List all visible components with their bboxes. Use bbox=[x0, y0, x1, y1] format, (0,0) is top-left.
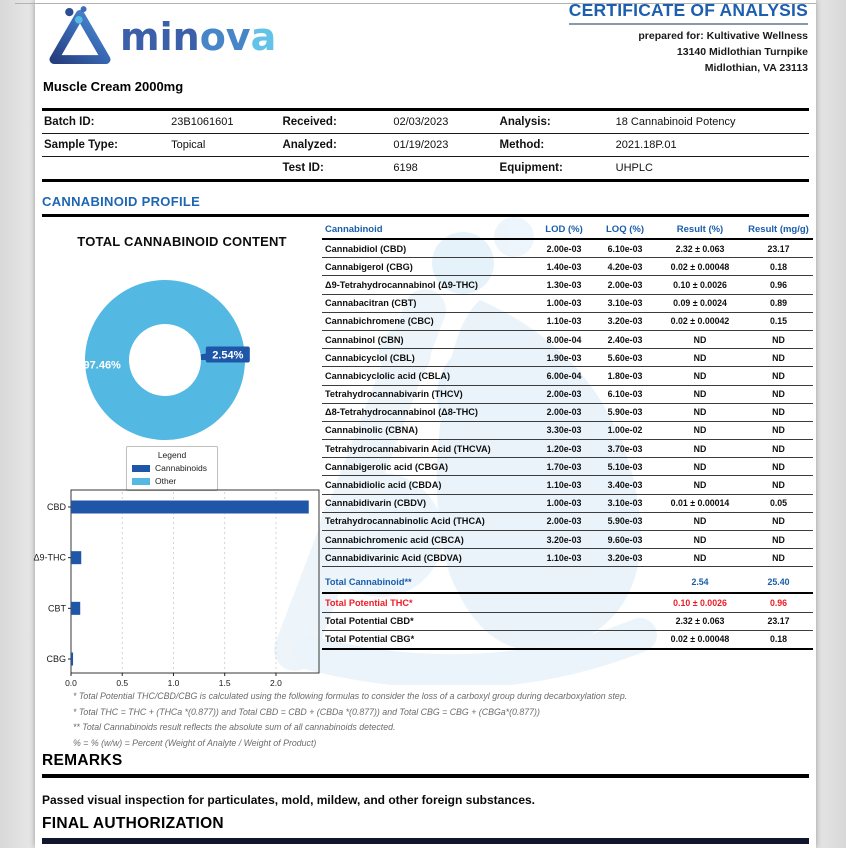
cannabinoid-value-cell: 3.30e-03 bbox=[534, 421, 594, 439]
cannabinoid-value-cell: ND bbox=[656, 330, 744, 348]
cannabinoid-value-cell: 0.10 ± 0.0026 bbox=[656, 276, 744, 294]
col-header-result-pct: Result (%) bbox=[656, 220, 744, 239]
cannabinoid-value-cell: 2.00e-03 bbox=[594, 276, 656, 294]
cannabinoid-value-cell: 0.01 ± 0.00014 bbox=[656, 494, 744, 512]
cannabinoid-value-cell: 1.00e-02 bbox=[594, 421, 656, 439]
cannabinoid-value-cell: 3.20e-03 bbox=[594, 312, 656, 330]
table-row bbox=[322, 549, 813, 567]
cannabinoid-value-cell: ND bbox=[656, 458, 744, 476]
remarks-rule bbox=[42, 774, 809, 778]
cannabinoid-value-cell: 5.60e-03 bbox=[594, 349, 656, 367]
batch-field-label: Received: bbox=[280, 110, 391, 134]
cannabinoid-name-cell: Cannabichromenic acid (CBCA) bbox=[322, 531, 534, 549]
table-row bbox=[322, 330, 813, 348]
cannabinoid-value-cell: ND bbox=[744, 403, 813, 421]
cannabinoid-value-cell: 2.00e-03 bbox=[534, 385, 594, 403]
final-authorization-rule bbox=[42, 838, 809, 844]
cannabinoid-value-cell: ND bbox=[656, 531, 744, 549]
total-value-cell bbox=[594, 593, 656, 612]
donut-slice-label: 97.46% bbox=[83, 359, 121, 372]
cannabinoid-name-cell: Cannabidiolic acid (CBDA) bbox=[322, 476, 534, 494]
cannabinoid-value-cell: 6.10e-03 bbox=[594, 239, 656, 258]
cannabinoid-name-cell: Cannabigerolic acid (CBGA) bbox=[322, 458, 534, 476]
cannabinoid-value-cell: 1.10e-03 bbox=[534, 549, 594, 567]
cannabinoid-value-cell: 3.70e-03 bbox=[594, 440, 656, 458]
chart-legend bbox=[126, 446, 218, 491]
cannabinoid-value-cell: 1.10e-03 bbox=[534, 476, 594, 494]
total-value-cell: 25.40 bbox=[744, 567, 813, 594]
table-total-row bbox=[322, 593, 813, 612]
table-row bbox=[322, 294, 813, 312]
bar-CBT bbox=[71, 602, 80, 615]
wordmark-part-2: ov bbox=[199, 15, 251, 59]
cannabinoid-value-cell: ND bbox=[744, 330, 813, 348]
x-tick-label: 2.0 bbox=[270, 678, 282, 688]
legend-swatch-cannabinoids bbox=[132, 465, 150, 472]
bar-chart bbox=[33, 490, 338, 695]
footnote-line: % = % (w/w) = Percent (Weight of Analyte / Weight of Product) bbox=[73, 737, 317, 748]
prepared-for: prepared for: Kultivative Wellness bbox=[638, 30, 808, 42]
cannabinoid-value-cell: 1.00e-03 bbox=[534, 494, 594, 512]
x-tick-label: 0.0 bbox=[65, 678, 77, 688]
cannabinoid-value-cell: 5.10e-03 bbox=[594, 458, 656, 476]
col-header-result-mgg: Result (mg/g) bbox=[744, 220, 813, 239]
cannabinoid-value-cell: 3.20e-03 bbox=[594, 549, 656, 567]
batch-field-value: 23B1061601 bbox=[169, 110, 280, 134]
cannabinoid-value-cell: ND bbox=[656, 421, 744, 439]
cannabinoid-value-cell: ND bbox=[656, 476, 744, 494]
bar-Δ9-THC bbox=[71, 551, 81, 564]
minova-logo bbox=[43, 5, 276, 69]
cannabinoid-value-cell: 9.60e-03 bbox=[594, 531, 656, 549]
cannabinoid-value-cell: 4.20e-03 bbox=[594, 258, 656, 276]
cannabinoid-value-cell: ND bbox=[656, 403, 744, 421]
cannabinoid-value-cell: 2.00e-03 bbox=[534, 239, 594, 258]
total-value-cell bbox=[594, 612, 656, 630]
table-total-row bbox=[322, 612, 813, 630]
cannabinoid-value-cell: 1.40e-03 bbox=[534, 258, 594, 276]
table-row bbox=[322, 385, 813, 403]
total-value-cell bbox=[594, 630, 656, 649]
cannabinoid-value-cell: ND bbox=[744, 512, 813, 530]
total-label-cell: Total Potential THC* bbox=[322, 593, 534, 612]
cannabinoid-name-cell: Cannabidiol (CBD) bbox=[322, 239, 534, 258]
total-value-cell: 0.18 bbox=[744, 630, 813, 649]
total-value-cell bbox=[594, 567, 656, 594]
cannabinoid-value-cell: 0.18 bbox=[744, 258, 813, 276]
cannabinoid-value-cell: 6.10e-03 bbox=[594, 385, 656, 403]
final-authorization-section bbox=[42, 815, 809, 844]
col-header-lod: LOD (%) bbox=[534, 220, 594, 239]
batch-field-value: UHPLC bbox=[615, 162, 653, 174]
cannabinoid-name-cell: Cannabicyclol (CBL) bbox=[322, 349, 534, 367]
legend-item-other bbox=[132, 476, 212, 486]
final-authorization-heading: FINAL AUTHORIZATION bbox=[42, 815, 224, 832]
total-value-cell bbox=[534, 630, 594, 649]
cannabinoid-value-cell: 1.70e-03 bbox=[534, 458, 594, 476]
cannabinoid-name-cell: Δ9-Tetrahydrocannabinol (Δ9-THC) bbox=[322, 276, 534, 294]
cannabinoid-value-cell: ND bbox=[656, 349, 744, 367]
remarks-heading: REMARKS bbox=[42, 752, 123, 769]
cannabinoid-value-cell: ND bbox=[656, 440, 744, 458]
table-row bbox=[322, 440, 813, 458]
footnote-line: * Total THC = THC + (THCa *(0.877)) and Total CBD = CBD + (CBDa *(0.877)) and Total CBG = CBG + (CBGa*(0.877)) bbox=[73, 706, 540, 717]
batch-field-value: 6198 bbox=[393, 162, 418, 174]
cannabinoid-name-cell: Tetrahydrocannabinolic Acid (THCA) bbox=[322, 512, 534, 530]
cannabinoid-value-cell: ND bbox=[744, 458, 813, 476]
cannabinoid-value-cell: 6.00e-04 bbox=[534, 367, 594, 385]
y-tick-label: Δ9-THC bbox=[33, 552, 66, 563]
cannabinoid-value-cell: 5.90e-03 bbox=[594, 512, 656, 530]
coa-document-page bbox=[35, 0, 816, 848]
total-value-cell: 23.17 bbox=[744, 612, 813, 630]
col-header-loq: LOQ (%) bbox=[594, 220, 656, 239]
cannabinoid-name-cell: Cannabidivarinic Acid (CBDVA) bbox=[322, 549, 534, 567]
total-value-cell: 0.02 ± 0.00048 bbox=[656, 630, 744, 649]
total-value-cell: 0.10 ± 0.0026 bbox=[656, 593, 744, 612]
cannabinoid-name-cell: Cannabinolic (CBNA) bbox=[322, 421, 534, 439]
cannabinoid-value-cell: 0.09 ± 0.0024 bbox=[656, 294, 744, 312]
cannabinoid-name-cell: Cannabigerol (CBG) bbox=[322, 258, 534, 276]
table-total-row bbox=[322, 630, 813, 649]
cannabinoid-value-cell: 1.10e-03 bbox=[534, 312, 594, 330]
legend-label: Cannabinoids bbox=[155, 463, 207, 473]
batch-field-value: 01/19/2023 bbox=[391, 134, 497, 157]
cannabinoid-value-cell: ND bbox=[656, 367, 744, 385]
cannabinoid-value-cell: ND bbox=[744, 531, 813, 549]
cannabinoid-value-cell: 3.10e-03 bbox=[594, 294, 656, 312]
cannabinoid-value-cell: ND bbox=[744, 385, 813, 403]
minova-logo-icon bbox=[43, 5, 117, 69]
total-label-cell: Total Potential CBG* bbox=[322, 630, 534, 649]
cannabinoid-value-cell: ND bbox=[656, 549, 744, 567]
x-tick-label: 1.0 bbox=[167, 678, 180, 688]
table-row bbox=[322, 239, 813, 258]
batch-field-label: Method: bbox=[498, 134, 614, 157]
cannabinoid-name-cell: Cannabichromene (CBC) bbox=[322, 312, 534, 330]
legend-item-cannabinoids bbox=[132, 463, 212, 473]
product-name: Muscle Cream 2000mg bbox=[43, 79, 184, 94]
cannabinoid-name-cell: Δ8-Tetrahydrocannabinol (Δ8-THC) bbox=[322, 403, 534, 421]
wordmark-part-3: a bbox=[250, 15, 277, 59]
batch-info-row bbox=[42, 157, 809, 181]
cannabinoid-value-cell: 3.10e-03 bbox=[594, 494, 656, 512]
batch-field-label: Sample Type: bbox=[42, 134, 169, 157]
total-value-cell bbox=[534, 593, 594, 612]
cannabinoid-name-cell: Cannabicyclolic acid (CBLA) bbox=[322, 367, 534, 385]
table-row bbox=[322, 403, 813, 421]
cannabinoid-name-cell: Cannabidivarin (CBDV) bbox=[322, 494, 534, 512]
footnotes bbox=[73, 691, 808, 753]
donut-chart-title: TOTAL CANNABINOID CONTENT bbox=[77, 234, 287, 249]
cannabinoid-value-cell: 5.90e-03 bbox=[594, 403, 656, 421]
total-value-cell bbox=[534, 567, 594, 594]
cannabinoid-value-cell: 0.02 ± 0.00042 bbox=[656, 312, 744, 330]
cannabinoid-value-cell: 1.90e-03 bbox=[534, 349, 594, 367]
cannabinoid-table bbox=[322, 220, 813, 650]
cannabinoid-value-cell: 0.02 ± 0.00048 bbox=[656, 258, 744, 276]
cannabinoid-name-cell: Tetrahydrocannabivarin Acid (THCVA) bbox=[322, 440, 534, 458]
total-label-cell: Total Cannabinoid** bbox=[322, 567, 534, 594]
client-address-line1: 13140 Midlothian Turnpike bbox=[676, 45, 808, 58]
total-label-cell: Total Potential CBD* bbox=[322, 612, 534, 630]
cannabinoid-value-cell: ND bbox=[744, 549, 813, 567]
donut-slice-label: 2.54% bbox=[212, 349, 244, 362]
table-header-row bbox=[322, 220, 813, 239]
table-row bbox=[322, 258, 813, 276]
cannabinoid-value-cell: 0.96 bbox=[744, 276, 813, 294]
total-value-cell: 0.96 bbox=[744, 593, 813, 612]
batch-info-row bbox=[42, 110, 809, 134]
wordmark-part-1: min bbox=[120, 15, 200, 59]
cannabinoid-value-cell: ND bbox=[656, 385, 744, 403]
cannabinoid-value-cell: 2.40e-03 bbox=[594, 330, 656, 348]
remarks-section bbox=[42, 752, 809, 807]
table-row bbox=[322, 531, 813, 549]
table-row bbox=[322, 349, 813, 367]
total-value-cell: 2.32 ± 0.063 bbox=[656, 612, 744, 630]
cannabinoid-name-cell: Tetrahydrocannabivarin (THCV) bbox=[322, 385, 534, 403]
legend-swatch-other bbox=[132, 478, 150, 485]
cannabinoid-value-cell: 1.80e-03 bbox=[594, 367, 656, 385]
cannabinoid-value-cell: 2.00e-03 bbox=[534, 512, 594, 530]
legend-title: Legend bbox=[157, 450, 187, 460]
total-value-cell bbox=[534, 612, 594, 630]
batch-info-table bbox=[42, 108, 809, 182]
certificate-title: CERTIFICATE OF ANALYSIS bbox=[569, 0, 808, 25]
y-tick-label: CBD bbox=[46, 502, 66, 512]
batch-field-label: Equipment: bbox=[499, 162, 563, 174]
donut-chart bbox=[58, 270, 272, 460]
cannabinoid-value-cell: ND bbox=[744, 440, 813, 458]
x-tick-label: 1.5 bbox=[218, 678, 231, 688]
table-row bbox=[322, 494, 813, 512]
section-heading-cannabinoid-profile: CANNABINOID PROFILE bbox=[42, 194, 809, 217]
total-value-cell: 2.54 bbox=[656, 567, 744, 594]
footnote-line: * Total Potential THC/CBD/CBG is calculated using the following formulas to consider the loss of a carboxyl group during decarboxylation step. bbox=[73, 691, 628, 701]
table-row bbox=[322, 312, 813, 330]
x-tick-label: 0.5 bbox=[116, 678, 129, 688]
minova-wordmark bbox=[120, 15, 277, 59]
cannabinoid-value-cell: ND bbox=[744, 367, 813, 385]
cannabinoid-value-cell: ND bbox=[744, 421, 813, 439]
cannabinoid-value-cell: 2.32 ± 0.063 bbox=[656, 239, 744, 258]
batch-field-label: Test ID: bbox=[282, 162, 324, 174]
table-row bbox=[322, 276, 813, 294]
cannabinoid-name-cell: Cannabinol (CBN) bbox=[322, 330, 534, 348]
batch-field-label: Batch ID: bbox=[42, 110, 169, 134]
y-tick-label: CBT bbox=[48, 603, 66, 614]
batch-field-value bbox=[169, 157, 280, 181]
cannabinoid-value-cell: 8.00e-04 bbox=[534, 330, 594, 348]
cannabinoid-value-cell: ND bbox=[744, 476, 813, 494]
cannabinoid-value-cell: 2.00e-03 bbox=[534, 403, 594, 421]
batch-field-value: 18 Cannabinoid Potency bbox=[614, 110, 809, 134]
batch-field-label bbox=[42, 157, 169, 181]
table-row bbox=[322, 512, 813, 530]
batch-field-label: Analysis: bbox=[498, 110, 614, 134]
cannabinoid-value-cell: 3.20e-03 bbox=[534, 531, 594, 549]
cannabinoid-value-cell: 0.05 bbox=[744, 494, 813, 512]
table-row bbox=[322, 476, 813, 494]
y-tick-label: CBG bbox=[46, 654, 66, 665]
batch-field-value: Topical bbox=[169, 134, 280, 157]
table-row bbox=[322, 421, 813, 439]
cannabinoid-value-cell: 1.30e-03 bbox=[534, 276, 594, 294]
table-total-row bbox=[322, 567, 813, 594]
table-row bbox=[322, 367, 813, 385]
batch-field-value: 2021.18P.01 bbox=[614, 134, 809, 157]
footnote-line: ** Total Cannabinoids result reflects the absolute sum of all cannabinoids detected. bbox=[73, 722, 396, 732]
cannabinoid-value-cell: 0.89 bbox=[744, 294, 813, 312]
plot-frame bbox=[71, 490, 319, 673]
batch-info-row bbox=[42, 134, 809, 157]
cannabinoid-table-wrap bbox=[322, 220, 813, 650]
charts-column bbox=[33, 216, 322, 696]
cannabinoid-value-cell: 0.15 bbox=[744, 312, 813, 330]
cannabinoid-value-cell: 23.17 bbox=[744, 239, 813, 258]
header-title-block bbox=[569, 0, 808, 76]
bar-CBD bbox=[71, 501, 309, 514]
cannabinoid-value-cell: ND bbox=[656, 512, 744, 530]
cannabinoid-value-cell: ND bbox=[744, 349, 813, 367]
cannabinoid-name-cell: Cannabacitran (CBT) bbox=[322, 294, 534, 312]
batch-field-label: Analyzed: bbox=[280, 134, 391, 157]
cannabinoid-value-cell: 3.40e-03 bbox=[594, 476, 656, 494]
legend-label: Other bbox=[155, 476, 177, 486]
bar-CBG bbox=[71, 653, 73, 666]
cannabinoid-value-cell: 1.20e-03 bbox=[534, 440, 594, 458]
cannabinoid-value-cell: 1.00e-03 bbox=[534, 294, 594, 312]
batch-field-value: 02/03/2023 bbox=[391, 110, 497, 134]
client-address-line2: Midlothian, VA 23113 bbox=[704, 61, 808, 74]
table-row bbox=[322, 458, 813, 476]
remarks-text: Passed visual inspection for particulates, mold, mildew, and other foreign substances. bbox=[42, 793, 536, 807]
col-header-cannabinoid: Cannabinoid bbox=[322, 220, 534, 239]
